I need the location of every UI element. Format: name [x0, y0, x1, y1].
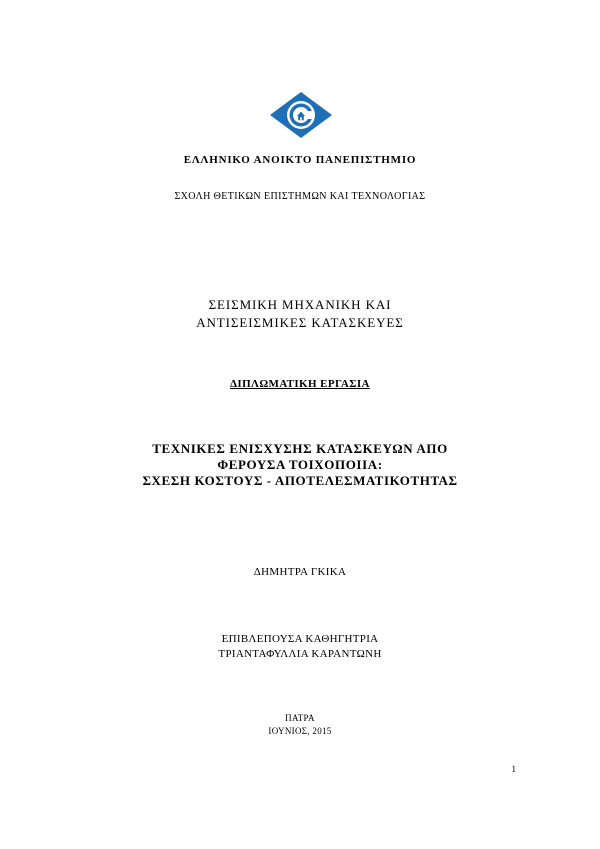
course-title-line-1: ΣΕΙΣΜΙΚΗ ΜΗΧΑΝΙΚΗ ΚΑΙ [208, 297, 392, 312]
course-title-line-2: ΑΝΤΙΣΕΙΣΜΙΚΕΣ ΚΑΤΑΣΚΕΥΕΣ [196, 315, 404, 330]
city: ΠΑΤΡΑ [285, 713, 315, 723]
thesis-title-line-3: ΣΧΕΣΗ ΚΟΣΤΟΥΣ - ΑΠΟΤΕΛΕΣΜΑΤΙΚΟΤΗΤΑΣ [142, 473, 458, 488]
page-number: 1 [511, 764, 516, 774]
supervisor-role: ΕΠΙΒΛΕΠΟΥΣΑ ΚΑΘΗΓΗΤΡΙΑ [221, 633, 379, 645]
thesis-title-line-1: ΤΕΧΝΙΚΕΣ ΕΝΙΣΧΥΣΗΣ ΚΑΤΑΣΚΕΥΩΝ ΑΠΟ [152, 441, 448, 456]
author-name: ΔΗΜΗΤΡΑ ΓΚΙΚΑ [253, 566, 347, 578]
document-type: ΔΙΠΛΩΜΑΤΙΚΗ ΕΡΓΑΣΙΑ [230, 378, 370, 390]
supervisor-name: ΤΡΙΑΝΤΑΦΥΛΛΙΑ ΚΑΡΑΝΤΩΝΗ [218, 648, 382, 660]
thesis-title-line-2: ΦΕΡΟΥΣΑ ΤΟΙΧΟΠΟΙΙΑ: [217, 457, 383, 472]
university-name: ΕΛΛΗΝΙΚΟ ΑΝΟΙΚΤΟ ΠΑΝΕΠΙΣΤΗΜΙΟ [183, 154, 417, 166]
date: ΙΟΥΝΙΟΣ, 2015 [268, 726, 332, 736]
university-seal-icon [270, 92, 332, 138]
school-name: ΣΧΟΛΗ ΘΕΤΙΚΩΝ ΕΠΙΣΤΗΜΩΝ ΚΑΙ ΤΕΧΝΟΛΟΓΙΑΣ [174, 191, 426, 202]
